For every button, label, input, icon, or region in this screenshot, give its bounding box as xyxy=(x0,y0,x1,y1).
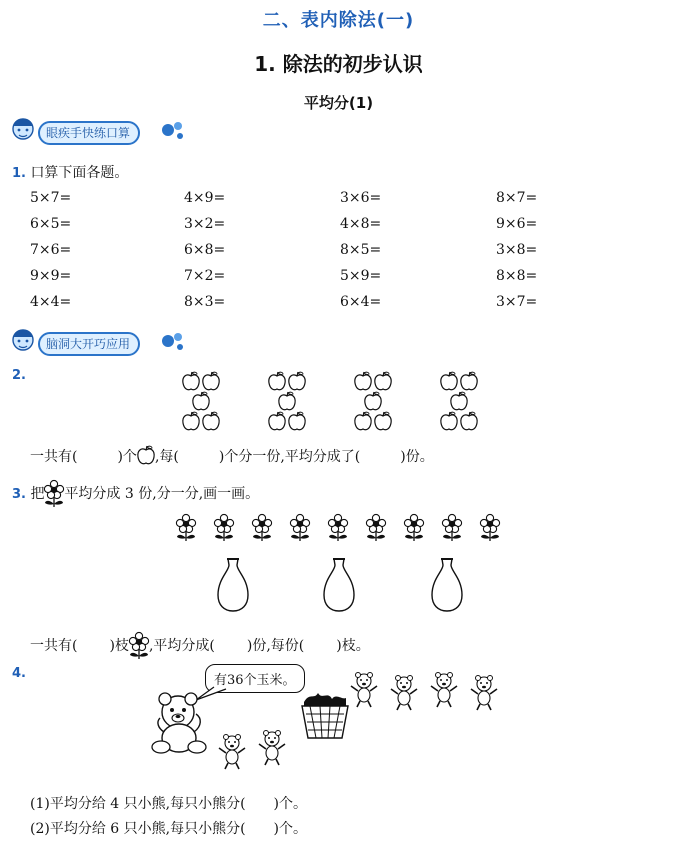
q4-part-2: (2)平均分给 6 只小熊,每只小熊分( )个。 xyxy=(30,821,308,837)
chapter-title: 二、表内除法(一) xyxy=(262,10,415,31)
q3-prompt-b: 平均分成 3 份,分一分,画一画。 xyxy=(64,486,260,502)
application-banner-label: 脑洞大开巧应用 xyxy=(38,332,140,356)
equation: 9×6= xyxy=(496,216,538,232)
small-bear-icon xyxy=(259,731,285,766)
equation: 9×9= xyxy=(30,268,72,284)
q3-text-b: )枝 xyxy=(109,638,129,654)
equation: 8×8= xyxy=(496,268,538,284)
corn-basket-icon xyxy=(302,693,348,738)
equation: 6×5= xyxy=(30,216,72,232)
q3-text-d: )份,每份( xyxy=(246,638,305,654)
q2-number: 2. xyxy=(12,368,26,383)
equation: 8×5= xyxy=(340,242,382,258)
small-bear-icon xyxy=(471,676,497,711)
equation: 7×6= xyxy=(30,242,72,258)
small-bear-icon xyxy=(391,676,417,711)
equation: 4×8= xyxy=(340,216,382,232)
q2-text-b: )个 xyxy=(117,449,137,465)
q2-text-a: 一共有( xyxy=(30,449,78,465)
q3-prompt-a: 把 xyxy=(30,486,45,502)
equation: 3×6= xyxy=(340,190,382,206)
q2-text-e: )份。 xyxy=(400,449,434,465)
small-bear-icon xyxy=(219,735,245,770)
equation: 3×2= xyxy=(184,216,226,232)
q1-number: 1. xyxy=(12,166,26,181)
speech-bubble-tail xyxy=(196,687,226,700)
big-bear-icon xyxy=(152,693,206,753)
practice-banner-label: 眼疾手快练口算 xyxy=(38,121,140,145)
equation: 8×3= xyxy=(184,294,226,310)
speech-bubble: 有36个玉米。 xyxy=(205,664,305,693)
equation: 4×4= xyxy=(30,294,72,310)
equation: 7×2= xyxy=(184,268,226,284)
q3-number: 3. xyxy=(12,487,26,502)
lesson-title: 平均分(1) xyxy=(303,94,374,112)
equation: 6×8= xyxy=(184,242,226,258)
q3-text-c: ,平均分成( xyxy=(148,638,215,654)
small-bear-icon xyxy=(351,673,377,708)
q1-prompt: 口算下面各题。 xyxy=(30,165,129,181)
equation: 6×4= xyxy=(340,294,382,310)
equation: 3×8= xyxy=(496,242,538,258)
small-bear-icon xyxy=(431,673,457,708)
section-title: 1. 除法的初步认识 xyxy=(254,52,423,76)
equation: 5×7= xyxy=(30,190,72,206)
q3-text-e: )枝。 xyxy=(336,638,370,654)
q2-text-d: )个分一份,平均分成了( xyxy=(218,449,361,465)
equation: 8×7= xyxy=(496,190,538,206)
equation: 4×9= xyxy=(184,190,226,206)
equation: 3×7= xyxy=(496,294,538,310)
q2-text-c: ,每( xyxy=(154,449,179,465)
equation: 5×9= xyxy=(340,268,382,284)
q3-text-a: 一共有( xyxy=(30,638,78,654)
q4-part-1: (1)平均分给 4 只小熊,每只小熊分( )个。 xyxy=(30,796,308,812)
q4-number: 4. xyxy=(12,666,26,681)
